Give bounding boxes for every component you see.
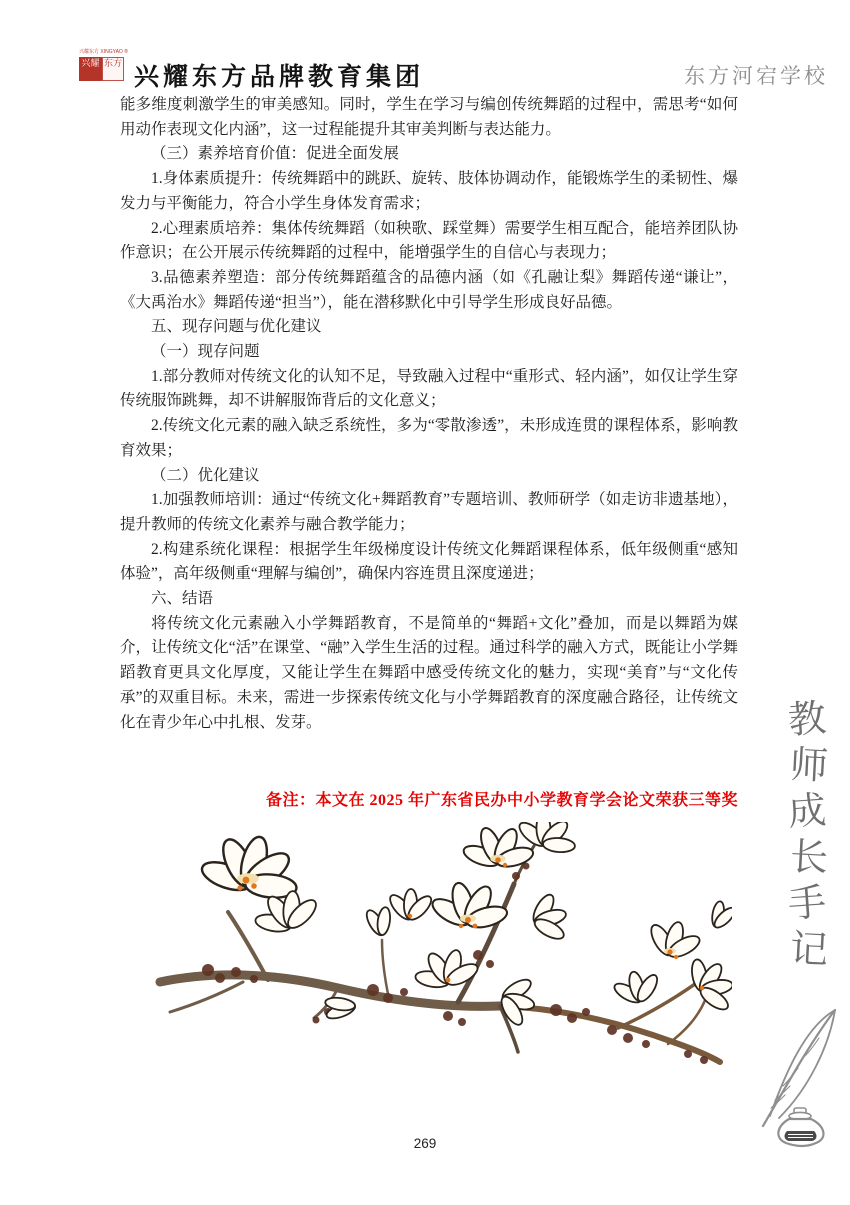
seal-right-block: 东方	[102, 57, 124, 81]
teacher-growth-journal-calligraphy	[781, 696, 833, 972]
paragraph: 3.品德素养塑造：部分传统舞蹈蕴含的品德内涵（如《孔融让梨》舞蹈传递“谦让”，《大禹治水》舞蹈传递“担当”），能在潜移默化中引导学生形成良好品德。	[120, 268, 738, 311]
paragraph: 1.部分教师对传统文化的认知不足，导致融入过程中“重形式、轻内涵”，如仅让学生穿传统服饰跳舞，却不讲解服饰背后的文化意义；	[120, 367, 738, 410]
paragraph: 1.身体素质提升：传统舞蹈中的跳跃、旋转、肢体协调动作，能锻炼学生的柔韧性、爆发力与平衡能力，符合小学生身体发育需求；	[120, 170, 738, 212]
section-heading: （三）素养培育价值：促进全面发展	[151, 145, 400, 163]
company-name: 兴耀东方品牌教育集团	[134, 64, 425, 91]
seal-left-block: 兴耀	[79, 57, 102, 81]
paragraph: 2.心理素质培养：集体传统舞蹈（如秧歌、踩堂舞）需要学生相互配合，能培养团队协作意识；在公开展示传统舞蹈的过程中，能增强学生的自信心与表现力；	[120, 219, 738, 262]
paragraph: 1.加强教师培训：通过“传统文化+舞蹈教育”专题培训、教师研学（如走访非遗基地），提升教师的传统文化素养与融合教学能力；	[120, 491, 738, 533]
article-body	[120, 93, 738, 735]
calligraphy-char: 手	[786, 879, 828, 927]
school-name: 东方河宕学校	[684, 64, 828, 88]
calligraphy-char: 师	[788, 742, 830, 789]
paragraph: 2.构建系统化课程：根据学生年级梯度设计传统文化舞蹈课程体系，低年级侧重“感知体验”，高年级侧重“理解与编创”，确保内容连贯且深度递进；	[120, 540, 738, 583]
paragraph: 能多维度刺激学生的审美感知。同时，学生在学习与编创传统舞蹈的过程中，需思考“如何用动作表现文化内涵”，这一过程能提升其审美判断与表达能力。	[120, 96, 738, 138]
company-seal-logo	[79, 49, 129, 87]
section-heading: （二）优化建议	[151, 466, 260, 484]
section-heading: （一）现存问题	[151, 343, 260, 361]
page-number: 269	[413, 1136, 437, 1151]
quill-ink-icon	[747, 1000, 850, 1150]
chapter-heading: 五、现存问题与优化建议	[151, 318, 322, 336]
calligraphy-char: 成	[786, 787, 828, 835]
magnolia-illustration	[148, 822, 732, 1074]
chapter-heading: 六、结语	[151, 590, 214, 608]
calligraphy-char: 长	[788, 834, 830, 881]
award-note: 备注：本文在 2025 年广东省民办中小学教育学会论文荣获三等奖	[265, 792, 738, 809]
calligraphy-char: 教	[786, 695, 828, 743]
paragraph: 2.传统文化元素的融入缺乏系统性，多为“零散渗透”，未形成连贯的课程体系，影响教育效果；	[120, 417, 738, 459]
calligraphy-char: 记	[788, 926, 830, 973]
paragraph: 将传统文化元素融入小学舞蹈教育，不是简单的“舞蹈+文化”叠加，而是以舞蹈为媒介，让传统文化“活”在课堂、“融”入学生生活的过程。通过科学的融入方式，既能让小学舞蹈教育更具文化厚度，又能让学生在舞蹈中感受传统文化的魅力，实现“美育”与“文化传承”的双重目标。未来，需进一步探索传统文化与小学舞蹈教育的深度融合路径，让传统文化在青少年心中扎根、发芽。	[120, 614, 738, 731]
logo-small-text: 兴耀东方 XINGYAO ®	[79, 49, 128, 55]
